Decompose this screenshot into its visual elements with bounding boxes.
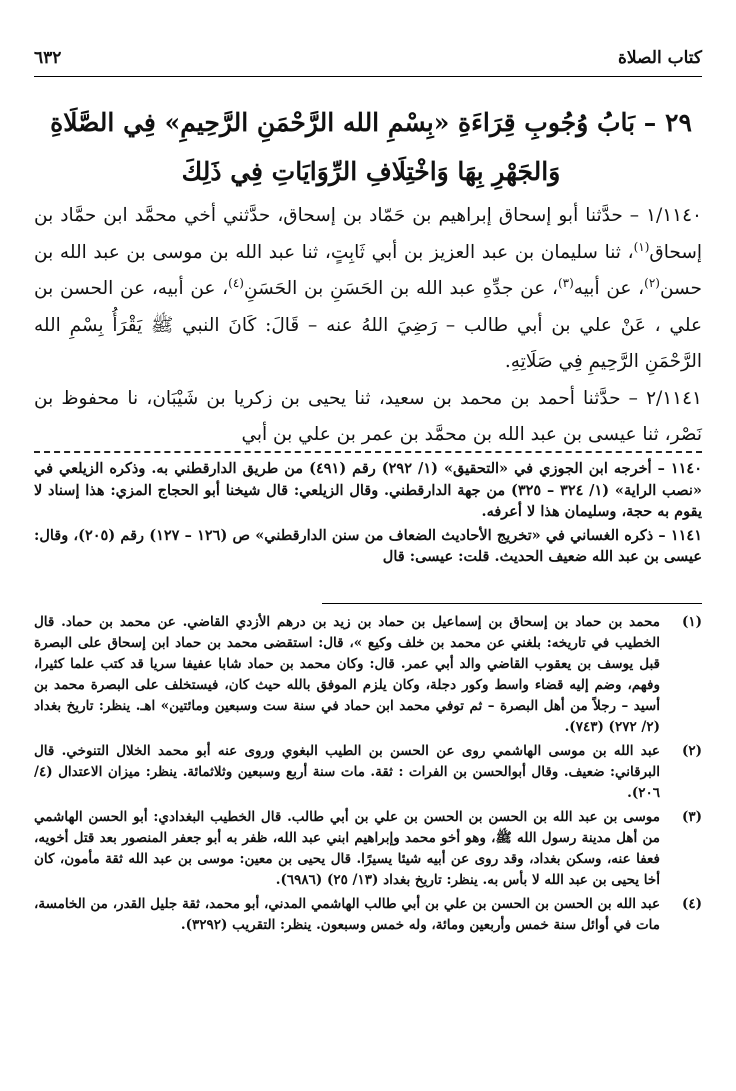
takhrij-1140: ١١٤٠ – أخرجه ابن الجوزي في «التحقيق» (١/ ٢٩٢) رقم (٤٩١) من طريق الدارقطني به. وذكره الزيلعي في «نصب الراية» (١/ ٣٢٤ – ٣٢٥) من جهة الدارقطني. وقال الزيلعي: قال شيخنا أبو الحجاج المزي: هذا إسناد لا يقوم به حجة، وسليمان هذا لا أعرفه. [34, 460, 702, 520]
hadith-1140-part-c: ، عن أبيه [573, 278, 645, 299]
footnote-ref-2: (٢) [644, 275, 660, 290]
footnote-text: محمد بن حماد بن إسحاق بن إسماعيل بن حماد بن زيد بن درهم الأزدي القاضي. عن محمد بن حماد. قال الخطيب في تاريخه: بلغني عن محمد بن خلف وكيع »، قال: استقضى محمد بن حماد ابن إسحاق على البصرة قبل يوسف بن يعقوب القاضي والد أبي عمر. قال: وكان محمد بن حماد شابا عفيفا سريا قد كتب علما كثيرا، وفهم، وضم إليه قضاء واسط وكور دجلة، وكان يلزم الموفق بالله حيث كان، فيستخلف على البصرة محمد بن أسيد – رجلاً من أهل البصرة – ثم توفي محمد ابن حماد في سنة ست وسبعين ومائتين» اهـ. ينظر: تاريخ بغداد (٢/ ٢٧٢) (٧٤٣). [34, 614, 660, 735]
footnotes [34, 612, 702, 939]
takhrij-1141: ١١٤١ – ذكره الغساني في «تخريج الأحاديث الضعاف من سنن الدارقطني» ص (١٢٦ – ١٢٧) رقم (٢٠٥)، وقال: عيسى بن عبد الله ضعيف الحديث. قلت: عيسى: قال [34, 526, 702, 565]
takhrij-notes [34, 458, 702, 570]
dashed-separator [34, 451, 702, 453]
footnote-text: عبد الله بن الحسن بن الحسن بن علي بن أبي طالب الهاشمي المدني، أبو محمد، ثقة جليل القدر، من الخامسة، مات في أوائل سنة خمس وأربعين ومائة، وله خمس وسبعون. ينظر: التقريب (٣٢٩٢). [34, 896, 660, 933]
hadith-1141: ٢/١١٤١ – حدَّثنا أحمد بن محمد بن سعيد، ثنا يحيى بن زكريا بن شَيْبَان، نا محفوظ بن نَصْر، ثنا عيسى بن عبد الله بن محمَّد بن عمر بن علي بن أبي [34, 387, 702, 445]
hadith-1140 [34, 198, 702, 381]
footnote-text: موسى بن عبد الله بن الحسن بن الحسن بن علي بن أبي طالب. قال الخطيب البغدادي: أبو الحسن الهاشمي من أهل مدينة رسول الله ﷺ، وهو أخو محمد وإبراهيم ابني عبد الله، ظفر به أبو جعفر المنصور بعد قتل أخويه، فعفا عنه، وسكن بغداد، وقد روى عن أبيه شيئا يسيرًا. قال يحيى بن معين: موسى بن عبد الله ثقة مأمون، كان أخا يحيى بن عبد الله لا بأس به. ينظر: تاريخ بغداد (١٣/ ٢٥) (٦٩٨٦). [34, 809, 660, 888]
page-number: ٦٣٢ [34, 48, 62, 68]
footnote [34, 807, 702, 891]
footnote-text: عبد الله بن موسى الهاشمي روى عن الحسن بن الطيب البغوي وروى عنه أبو محمد الخلال التنوخي. قال البرقاني: ضعيف. وقال أبوالحسن بن الفرات : ثقة. مات سنة أربع وسبعين وثلاثمائة. ينظر: ميزان الاعتدال (٤/ ٢٠٦). [34, 743, 660, 801]
footnote [34, 612, 702, 738]
hadith-text [34, 198, 702, 454]
footnote-rule [322, 603, 702, 604]
footnote-ref-1: (١) [633, 239, 650, 254]
footnote [34, 894, 702, 936]
hadith-1140-part-d: ، عن جدِّهِ عبد الله بن الحَسَنِ بن الحَسَنِ [243, 278, 558, 299]
page-header [34, 44, 702, 72]
chapter-heading [40, 98, 702, 196]
footnote-number: (٢) [681, 743, 702, 759]
chapter-heading-line-1: ٢٩ – بَابُ وُجُوبِ قِرَاءَةِ «بِسْمِ الله الرَّحْمَنِ الرَّحِيمِ» فِي الصَّلَاةِ [50, 108, 692, 137]
running-title: كتاب الصلاة [617, 48, 702, 68]
hadith-1140-part-a: ١/١١٤٠ – حدَّثنا أبو إسحاق إبراهيم بن حَمّاد بن إسحاق، حدَّثني أخي محمَّد ابن حمَّاد بن إسحاق [34, 205, 702, 263]
footnote-ref-4: (٤) [228, 275, 244, 290]
footnote-number: (١) [681, 614, 702, 630]
hadith-1140-part-e: ، عن أبيه، عن الحسن بن علي ، عَنْ علي بن أبي طالب – رَضِيَ اللهُ عنه – قَالَ: كَانَ النبي ﷺ يَقْرَأُ بِسْمِ الله الرَّحْمَنِ الرَّحِيمِ فِي صَلَاتِهِ. [34, 278, 702, 372]
footnote-number: (٣) [681, 809, 702, 825]
chapter-heading-line-2: وَالجَهْرِ بِهَا وَاخْتِلَافِ الرِّوَايَاتِ فِي ذَلِكَ [181, 157, 561, 186]
footnote [34, 741, 702, 804]
hadith-1140-part-b: ، ثنا سليمان بن عبد العزيز بن أبي ثَابِتٍ، ثنا عبد الله بن موسى بن عبد الله بن حسن [34, 241, 702, 299]
header-rule [34, 76, 702, 77]
footnote-number: (٤) [681, 896, 702, 912]
footnote-ref-3: (٣) [557, 275, 574, 290]
